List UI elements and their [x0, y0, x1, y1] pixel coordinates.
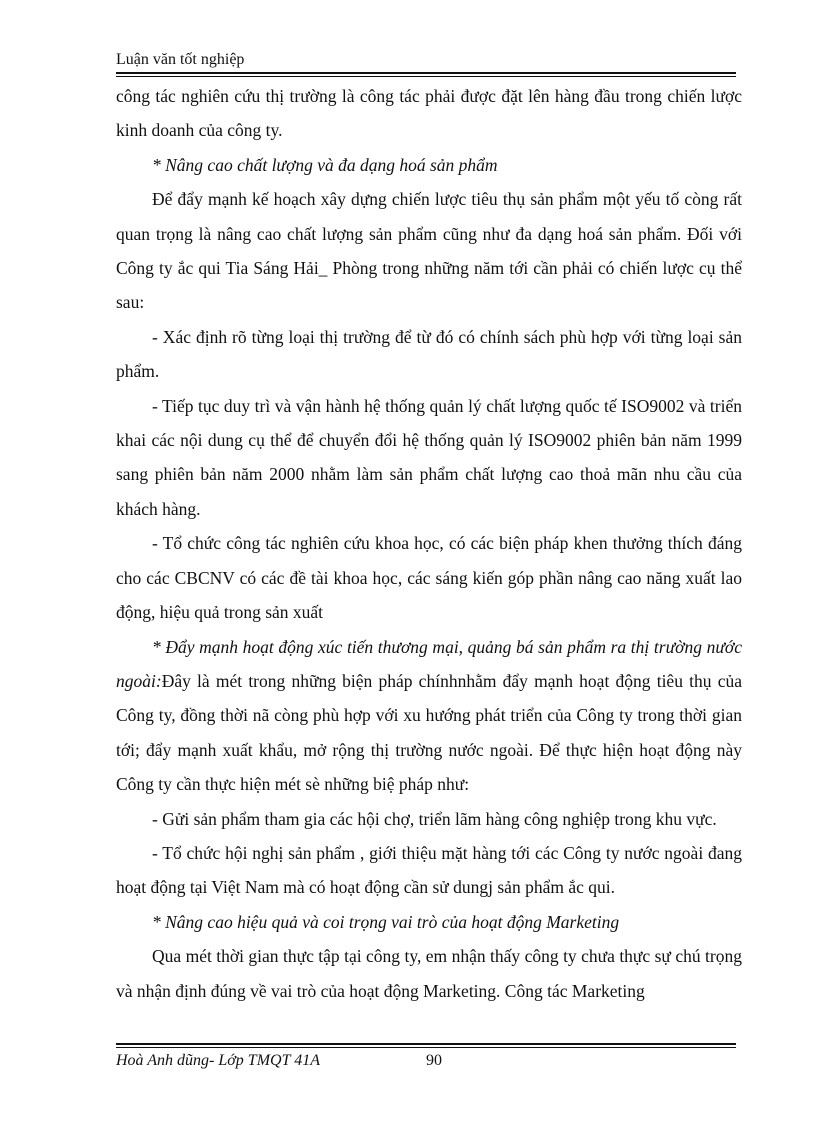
- section-heading-quality: * Nâng cao chất lượng và đa dạng hoá sản phẩm: [152, 154, 498, 175]
- section-heading-trade-promotion: * Đẩy mạnh hoạt động xúc tiến thương mại, quảng bá sản phẩm ra thị trường nước ngoài:: [116, 636, 742, 691]
- paragraph: công tác nghiên cứu thị trường là công tác phải được đặt lên hàng đầu trong chiến lược kinh doanh của công ty.: [116, 86, 742, 141]
- footer-author: Hoà Anh dũng- Lớp TMQT 41A: [116, 1052, 320, 1069]
- footer-divider: [116, 1043, 736, 1048]
- list-item: - Gửi sản phẩm tham gia các hội chợ, triển lãm hàng công nghiệp trong khu vực.: [152, 808, 717, 829]
- running-header-title: Luận văn tốt nghiệp: [116, 51, 245, 68]
- paragraph-trade-promotion: [116, 630, 742, 802]
- header-divider: [116, 72, 736, 77]
- page-number: 90: [426, 1052, 442, 1069]
- paragraph-text: Đây là mét trong những biện pháp chínhnhằm đẩy mạnh hoạt động tiêu thụ của Công ty, đồng thời nã còng phù hợp với xu hướng phát triển của Công ty trong thời gian tới; đẩy mạnh xuất khẩu, mở rộng thị trường nước ngoài. Để thực hiện hoạt động này Công ty cần thực hiện mét sè những biệ pháp như:: [116, 670, 742, 795]
- list-item: - Tổ chức công tác nghiên cứu khoa học, có các biện pháp khen thưởng thích đáng cho các CBCNV có các đề tài khoa học, các sáng kiến góp phần nâng cao năng xuất lao động, hiệu quả trong sản xuất: [116, 533, 742, 623]
- paragraph: Để đẩy mạnh kế hoạch xây dựng chiến lược tiêu thụ sản phẩm một yếu tố còng rất quan trọng là nâng cao chất lượng sản phẩm cũng như đa dạng hoá sản phẩm. Đối với Công ty ắc qui Tia Sáng Hải_ Phòng trong những năm tới cần phải có chiến lược cụ thể sau:: [116, 189, 742, 313]
- paragraph: Qua mét thời gian thực tập tại công ty, em nhận thấy công ty chưa thực sự chú trọng và nhận định đúng về vai trò của hoạt động Marketing. Công tác Marketing: [116, 946, 742, 1001]
- list-item: - Xác định rõ từng loại thị trường để từ đó có chính sách phù hợp với từng loại sản phẩm.: [116, 326, 742, 382]
- page-body: [116, 79, 742, 1008]
- list-item: - Tổ chức hội nghị sản phẩm , giới thiệu mặt hàng tới các Công ty nước ngoài đang hoạt động tại Việt Nam mà có hoạt động cần sử dungj sản phẩm ắc qui.: [116, 842, 742, 898]
- section-heading-marketing: * Nâng cao hiệu quả và coi trọng vai trò của hoạt động Marketing: [152, 911, 620, 932]
- list-item: - Tiếp tục duy trì và vận hành hệ thống quản lý chất lượng quốc tế ISO9002 và triển khai các nội dung cụ thể để chuyển đổi hệ thống quản lý ISO9002 phiên bản năm 1999 sang phiên bản năm 2000 nhằm làm sản phẩm chất lượng cao thoả mãn nhu cầu của khách hàng.: [116, 395, 742, 519]
